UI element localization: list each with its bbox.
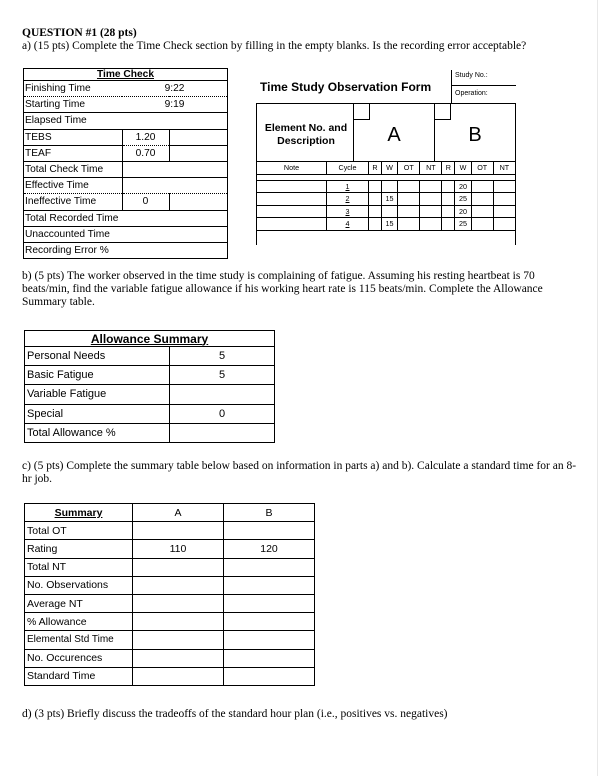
blank-cell bbox=[169, 145, 228, 161]
form-divider bbox=[256, 103, 516, 104]
table-row bbox=[257, 205, 516, 218]
observation-form-title: Time Study Observation Form bbox=[260, 80, 432, 94]
b-nt-cell[interactable] bbox=[493, 205, 515, 218]
b-nt-cell[interactable] bbox=[493, 193, 515, 206]
col-note: Note bbox=[257, 162, 327, 175]
summary-label: No. Occurences bbox=[25, 649, 133, 667]
note-cell[interactable] bbox=[257, 193, 327, 206]
summary-label: Total NT bbox=[25, 558, 133, 576]
b-ot-cell[interactable] bbox=[471, 180, 493, 193]
time-check-label: Effective Time bbox=[24, 178, 123, 194]
a-ot-cell[interactable] bbox=[398, 205, 420, 218]
b-nt-cell[interactable] bbox=[493, 180, 515, 193]
observation-table bbox=[256, 161, 516, 231]
summary-label: Standard Time bbox=[25, 667, 133, 685]
b-ot-cell[interactable] bbox=[471, 205, 493, 218]
summary-col-a: A bbox=[133, 504, 224, 522]
table-row bbox=[25, 613, 315, 631]
time-check-title: Time Check bbox=[24, 69, 228, 81]
time-check-label: Recording Error % bbox=[25, 244, 109, 256]
time-check-label: Finishing Time bbox=[24, 81, 123, 97]
note-cell[interactable] bbox=[257, 218, 327, 231]
a-ot-cell[interactable] bbox=[398, 180, 420, 193]
cycle-cell: 1 bbox=[327, 180, 369, 193]
ineffective-time-value[interactable]: 0 bbox=[122, 194, 169, 210]
effective-time-value[interactable] bbox=[122, 178, 228, 194]
col-nt-b: NT bbox=[493, 162, 515, 175]
page-edge bbox=[597, 0, 598, 776]
study-no-label: Study No.: bbox=[455, 72, 488, 79]
time-check-label: Unaccounted Time bbox=[24, 226, 228, 242]
a-ot-cell[interactable] bbox=[398, 193, 420, 206]
summary-label: Elemental Std Time bbox=[25, 631, 133, 649]
allowance-value[interactable]: 5 bbox=[170, 347, 275, 366]
time-check-label: TEBS bbox=[24, 129, 123, 145]
a-w-cell[interactable]: 15 bbox=[381, 193, 397, 206]
a-r-cell[interactable] bbox=[369, 193, 382, 206]
question-title: QUESTION #1 (28 pts) bbox=[22, 27, 137, 39]
b-w-cell[interactable]: 20 bbox=[455, 180, 471, 193]
cycle-cell: 2 bbox=[327, 193, 369, 206]
blank-cell bbox=[169, 129, 228, 145]
summary-b-cell[interactable] bbox=[224, 631, 315, 649]
a-ot-cell[interactable] bbox=[398, 218, 420, 231]
table-row bbox=[257, 193, 516, 206]
a-w-cell[interactable]: 15 bbox=[381, 218, 397, 231]
table-row bbox=[25, 631, 315, 649]
allowance-label: Basic Fatigue bbox=[25, 366, 170, 385]
summary-b-cell[interactable] bbox=[224, 576, 315, 594]
b-w-cell[interactable]: 25 bbox=[455, 218, 471, 231]
a-r-cell[interactable] bbox=[369, 205, 382, 218]
time-check-label: Starting Time bbox=[24, 97, 123, 113]
summary-a-cell[interactable] bbox=[133, 522, 224, 540]
summary-a-cell[interactable] bbox=[133, 576, 224, 594]
summary-label: No. Observations bbox=[25, 576, 133, 594]
summary-b-cell[interactable] bbox=[224, 613, 315, 631]
col-r-a: R bbox=[369, 162, 382, 175]
summary-b-cell[interactable] bbox=[224, 667, 315, 685]
col-w-a: W bbox=[381, 162, 397, 175]
b-r-cell[interactable] bbox=[442, 180, 455, 193]
summary-a-cell[interactable] bbox=[133, 649, 224, 667]
cycle-cell: 4 bbox=[327, 218, 369, 231]
summary-a-cell[interactable] bbox=[133, 667, 224, 685]
time-check-label: TEAF bbox=[24, 145, 123, 161]
summary-label: Total OT bbox=[25, 522, 133, 540]
finishing-time-value[interactable]: 9:22 bbox=[122, 81, 228, 97]
part-b-text: b) (5 pts) The worker observed in the time study is complaining of fatigue. Assuming his resting heartbeat is 70 beats/min, find the variable fatigue allowance if his working heart rate is 115 beats/min. Complete the Allowance Summary table. bbox=[22, 270, 543, 308]
allowance-value[interactable] bbox=[170, 423, 275, 442]
summary-table bbox=[24, 503, 315, 686]
study-no-field[interactable] bbox=[451, 70, 516, 86]
table-row bbox=[25, 649, 315, 667]
operation-label: Operation: bbox=[455, 90, 488, 97]
a-nt-cell[interactable] bbox=[420, 205, 442, 218]
allowance-label: Variable Fatigue bbox=[25, 385, 170, 404]
part-c-text: c) (5 pts) Complete the summary table below based on information in parts a) and b). Calculate a standard time for an 8-hr job. bbox=[22, 460, 577, 485]
summary-label: Average NT bbox=[25, 594, 133, 612]
allowance-value[interactable] bbox=[170, 385, 275, 404]
time-check-label: Elapsed Time bbox=[24, 113, 123, 129]
table-row bbox=[25, 576, 315, 594]
b-ot-cell[interactable] bbox=[471, 193, 493, 206]
note-cell[interactable] bbox=[257, 180, 327, 193]
table-row bbox=[25, 385, 275, 404]
b-r-cell[interactable] bbox=[442, 205, 455, 218]
table-row bbox=[25, 423, 275, 442]
elapsed-time-value[interactable] bbox=[122, 113, 228, 129]
a-nt-cell[interactable] bbox=[420, 193, 442, 206]
allowance-label: Special bbox=[25, 404, 170, 423]
summary-label: % Allowance bbox=[25, 613, 133, 631]
total-check-time-value[interactable] bbox=[122, 161, 228, 177]
col-nt-a: NT bbox=[420, 162, 442, 175]
b-ot-cell[interactable] bbox=[471, 218, 493, 231]
summary-a-cell[interactable] bbox=[133, 558, 224, 576]
col-ot-a: OT bbox=[398, 162, 420, 175]
b-w-cell[interactable]: 20 bbox=[455, 205, 471, 218]
time-check-table bbox=[23, 68, 228, 259]
summary-col-b: B bbox=[224, 504, 315, 522]
allowance-table bbox=[24, 330, 275, 443]
teaf-value[interactable]: 0.70 bbox=[122, 145, 169, 161]
col-w-b: W bbox=[455, 162, 471, 175]
b-nt-cell[interactable] bbox=[493, 218, 515, 231]
operation-field[interactable] bbox=[451, 86, 516, 103]
table-row bbox=[25, 667, 315, 685]
element-a-header: A bbox=[387, 124, 401, 146]
time-check-label: Ineffective Time bbox=[24, 194, 123, 210]
summary-title: Summary bbox=[25, 504, 133, 522]
summary-b-cell[interactable] bbox=[224, 594, 315, 612]
summary-a-cell[interactable] bbox=[133, 631, 224, 649]
summary-a-cell[interactable]: 110 bbox=[133, 540, 224, 558]
summary-b-cell[interactable] bbox=[224, 558, 315, 576]
table-row bbox=[25, 366, 275, 385]
b-w-cell[interactable]: 25 bbox=[455, 193, 471, 206]
a-r-cell[interactable] bbox=[369, 218, 382, 231]
b-r-cell[interactable] bbox=[442, 193, 455, 206]
summary-b-cell[interactable] bbox=[224, 522, 315, 540]
a-r-cell[interactable] bbox=[369, 180, 382, 193]
a-nt-cell[interactable] bbox=[420, 180, 442, 193]
allowance-label: Total Allowance % bbox=[25, 423, 170, 442]
time-check-label: Total Check Time bbox=[24, 161, 123, 177]
allowance-value[interactable]: 5 bbox=[170, 366, 275, 385]
tebs-value[interactable]: 1.20 bbox=[122, 129, 169, 145]
time-check-label: Total Recorded Time bbox=[24, 210, 228, 226]
table-row bbox=[25, 347, 275, 366]
summary-a-cell[interactable] bbox=[133, 594, 224, 612]
summary-b-cell[interactable] bbox=[224, 649, 315, 667]
col-cycle: Cycle bbox=[327, 162, 369, 175]
table-row bbox=[25, 522, 315, 540]
a-nt-cell[interactable] bbox=[420, 218, 442, 231]
table-row bbox=[25, 558, 315, 576]
table-row bbox=[25, 540, 315, 558]
a-w-cell[interactable] bbox=[381, 180, 397, 193]
table-row bbox=[257, 180, 516, 193]
part-d-text: d) (3 pts) Briefly discuss the tradeoffs of the standard hour plan (i.e., positives vs. negatives) bbox=[22, 708, 448, 720]
starting-time-value[interactable]: 9:19 bbox=[122, 97, 228, 113]
summary-label: Rating bbox=[25, 540, 133, 558]
cycle-cell: 3 bbox=[327, 205, 369, 218]
element-a-no-box[interactable] bbox=[353, 103, 370, 120]
allowance-label: Personal Needs bbox=[25, 347, 170, 366]
table-row bbox=[25, 594, 315, 612]
allowance-value[interactable]: 0 bbox=[170, 404, 275, 423]
summary-a-cell[interactable] bbox=[133, 613, 224, 631]
blank-cell bbox=[169, 194, 228, 210]
summary-b-cell[interactable]: 120 bbox=[224, 540, 315, 558]
col-ot-b: OT bbox=[471, 162, 493, 175]
table-row bbox=[25, 404, 275, 423]
element-label: Element No. and Description bbox=[264, 122, 348, 147]
a-w-cell[interactable] bbox=[381, 205, 397, 218]
table-row bbox=[257, 218, 516, 231]
element-b-no-box[interactable] bbox=[434, 103, 451, 120]
element-b-header: B bbox=[468, 124, 482, 146]
b-r-cell[interactable] bbox=[442, 218, 455, 231]
note-cell[interactable] bbox=[257, 205, 327, 218]
part-a-text: a) (15 pts) Complete the Time Check section by filling in the empty blanks. Is the recording error acceptable? bbox=[22, 40, 527, 52]
col-r-b: R bbox=[442, 162, 455, 175]
allowance-title: Allowance Summary bbox=[25, 331, 275, 347]
